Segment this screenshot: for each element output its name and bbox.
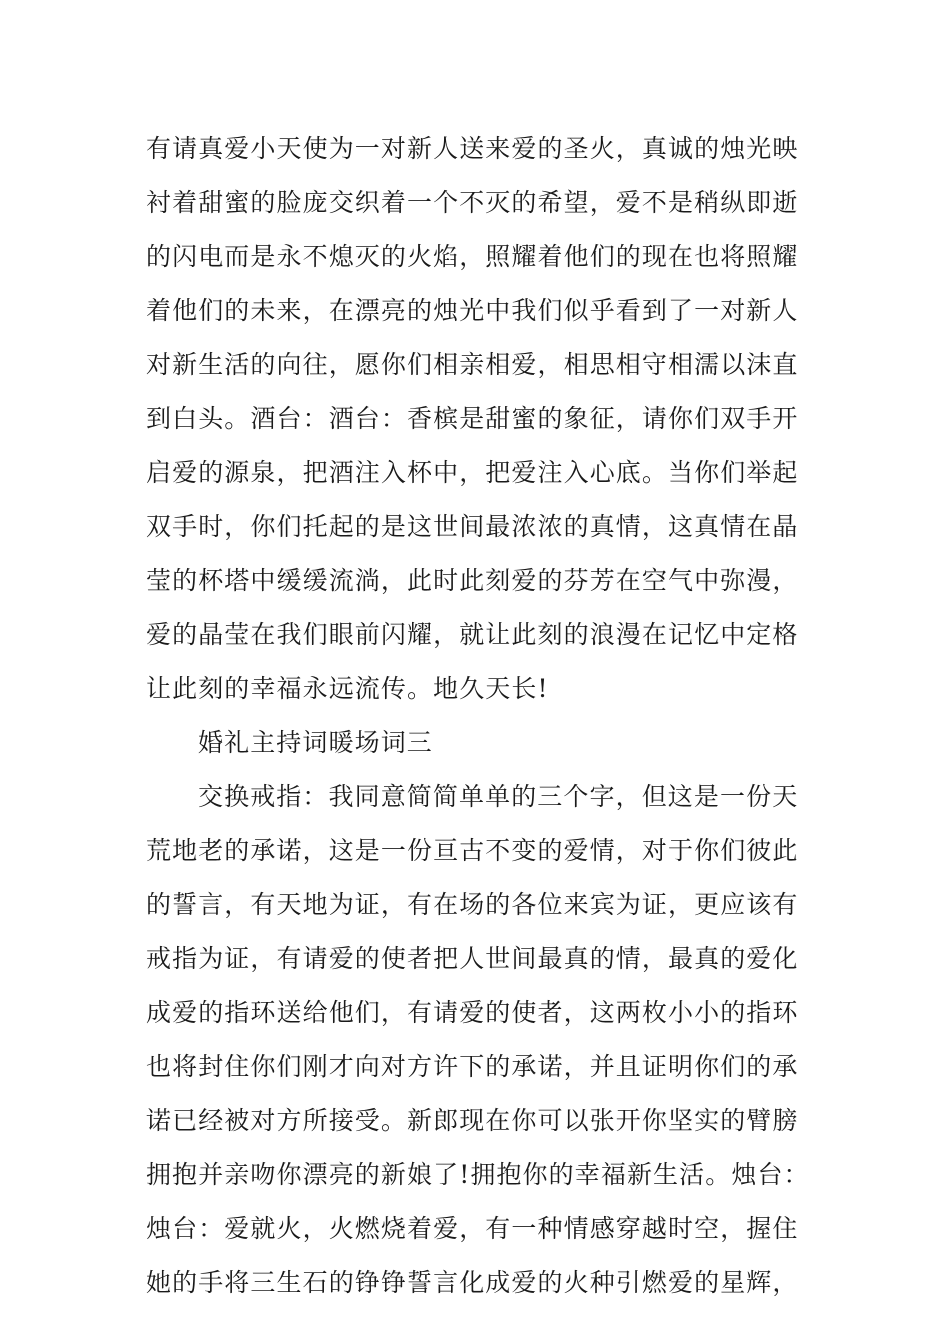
text-line: 爱的晶莹在我们眼前闪耀，就让此刻的浪漫在记忆中定格 <box>146 620 799 649</box>
text-line: 交换戒指：我同意简简单单的三个字，但这是一份天 <box>198 782 799 811</box>
text-line: 莹的杯塔中缓缓流淌，此时此刻爱的芬芳在空气中弥漫， <box>146 566 799 595</box>
text-line: 有请真爱小天使为一对新人送来爱的圣火，真诚的烛光映 <box>146 134 799 163</box>
text-line: 她的手将三生石的铮铮誓言化成爱的火种引燃爱的星辉， <box>146 1268 799 1297</box>
paragraph-candle-wine <box>146 122 806 716</box>
text-line: 到白头。酒台：酒台：香槟是甜蜜的象征，请你们双手开 <box>146 404 799 433</box>
text-line: 着他们的未来，在漂亮的烛光中我们似乎看到了一对新人 <box>146 296 799 325</box>
text-line: 双手时，你们托起的是这世间最浓浓的真情，这真情在晶 <box>146 512 799 541</box>
paragraph-ring-exchange <box>146 770 810 1310</box>
text-line: 也将封住你们刚才向对方许下的承诺，并且证明你们的承 <box>146 1052 799 1081</box>
text-line: 成爱的指环送给他们，有请爱的使者，这两枚小小的指环 <box>146 998 799 1027</box>
text-line: 衬着甜蜜的脸庞交织着一个不灭的希望，爱不是稍纵即逝 <box>146 188 799 217</box>
text-line: 荒地老的承诺，这是一份亘古不变的爱情，对于你们彼此 <box>146 836 799 865</box>
text-line: 的誓言，有天地为证，有在场的各位来宾为证，更应该有 <box>146 890 799 919</box>
text-line: 让此刻的幸福永远流传。地久天长! <box>146 674 549 703</box>
text-line: 戒指为证，有请爱的使者把人世间最真的情，最真的爱化 <box>146 944 799 973</box>
text-line: 对新生活的向往，愿你们相亲相爱，相思相守相濡以沫直 <box>146 350 799 379</box>
section-heading: 婚礼主持词暖场词三 <box>198 728 433 757</box>
text-line: 诺已经被对方所接受。新郎现在你可以张开你坚实的臂膀 <box>146 1106 799 1135</box>
text-line: 启爱的源泉，把酒注入杯中，把爱注入心底。当你们举起 <box>146 458 799 487</box>
text-line: 的闪电而是永不熄灭的火焰，照耀着他们的现在也将照耀 <box>146 242 799 271</box>
text-line: 烛台：爱就火，火燃烧着爱，有一种情感穿越时空，握住 <box>146 1214 799 1243</box>
document-body <box>146 122 810 1310</box>
text-line: 拥抱并亲吻你漂亮的新娘了!拥抱你的幸福新生活。烛台： <box>146 1160 810 1189</box>
